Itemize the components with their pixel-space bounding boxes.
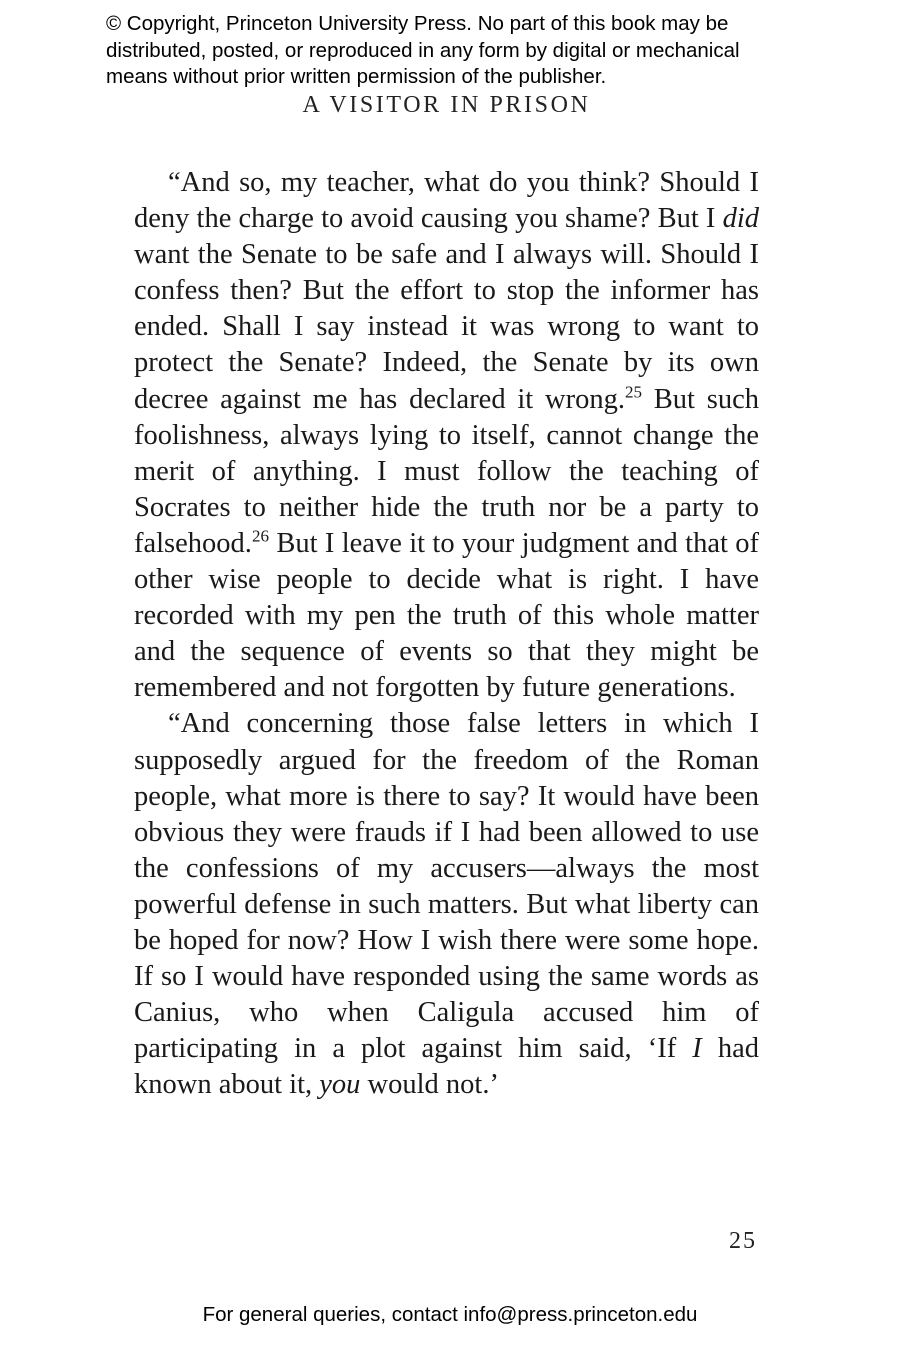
running-head: A VISITOR IN PRISON: [302, 92, 591, 118]
footer-contact: For general queries, contact info@press.princeton.edu: [202, 1303, 698, 1326]
body-text: [134, 165, 759, 1103]
paragraph-2-text-c: would not.’: [360, 1069, 499, 1101]
paragraph-2-italic-you: you: [319, 1069, 361, 1101]
paragraph-1: [134, 165, 759, 706]
paragraph-1-text-c: But such foolishness, always lying to itself, cannot change the merit of anything. I must follow the teaching of Socrates to neither hide the truth nor be a party to falsehood.: [134, 383, 760, 559]
paragraph-1-italic-did: did: [722, 203, 759, 235]
page-number: 25: [729, 1228, 757, 1254]
paragraph-2: [134, 706, 759, 1103]
paragraph-1-text-b: want the Senate to be safe and I always will. Should I confess then? But the effort to stop the informer has ended. Shall I say instead it was wrong to want to protect the Senate? Indeed, the Senate by its own decree against me has declared it wrong.: [134, 239, 759, 415]
paragraph-2-text-b: had known about it,: [134, 1033, 759, 1101]
copyright-line-3: means without prior written permission of the publisher.: [106, 65, 607, 88]
footnote-ref-25[interactable]: 25: [624, 382, 642, 402]
copyright-line-2: distributed, posted, or reproduced in any form by digital or mechanical: [106, 38, 740, 62]
paragraph-1-text-d: But I leave it to your judgment and that of other wise people to decide what is right. I have recorded with my pen the truth of this whole matter and the sequence of events so that they might be remembered and not forgotten by future generations.: [134, 527, 759, 704]
copyright-line-1: © Copyright, Princeton University Press. No part of this book may be: [106, 12, 729, 35]
paragraph-2-italic-i: I: [692, 1033, 702, 1065]
footnote-ref-26[interactable]: 26: [251, 526, 269, 546]
copyright-notice: [106, 11, 826, 91]
paragraph-1-text-a: “And so, my teacher, what do you think? Should I deny the charge to avoid causing you shame? But I: [134, 167, 759, 235]
paragraph-2-text-a: “And concerning those false letters in which I supposedly argued for the freedom of the Roman people, what more is there to say? It would have been obvious they were frauds if I had been allowed to use the confessions of my accusers—always the most powerful defense in such matters. But what liberty can be hoped for now? How I wish there were some hope. If so I would have responded using the same words as Canius, who when Caligula accused him of participating in a plot against him said, ‘If: [134, 708, 759, 1065]
